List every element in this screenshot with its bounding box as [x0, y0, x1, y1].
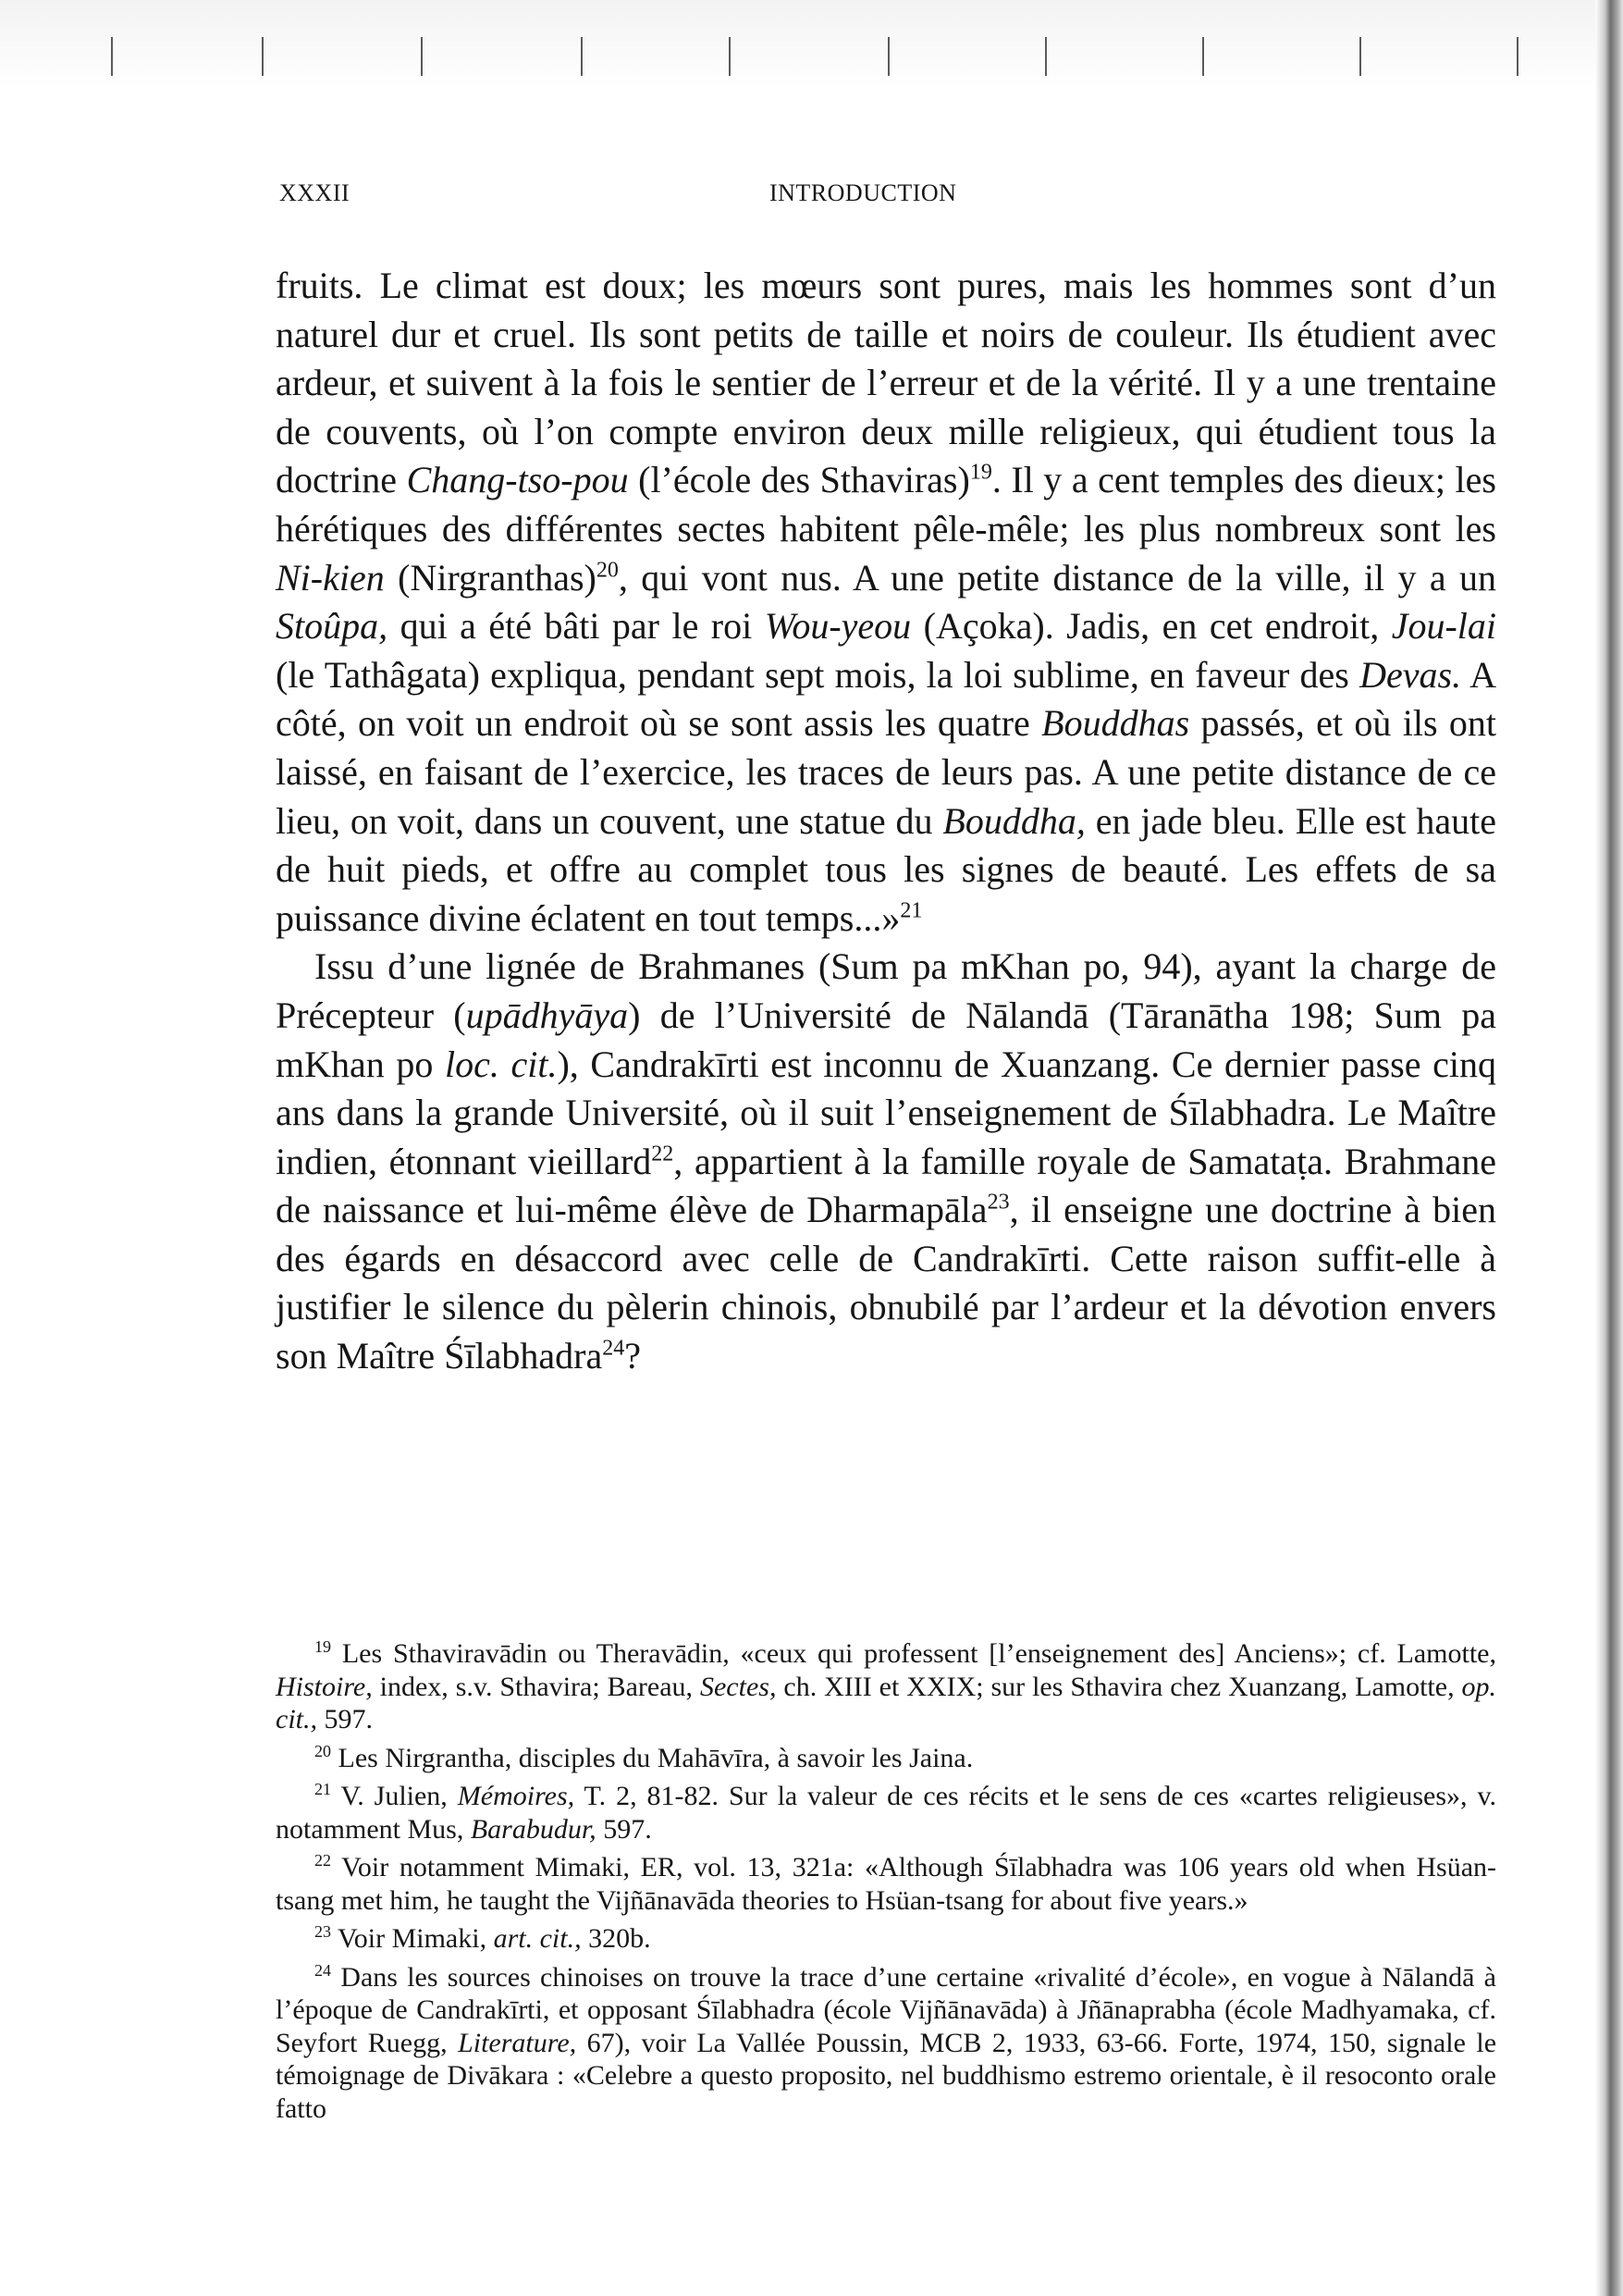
scan-edge-mark — [581, 37, 583, 76]
text-run: , qui vont nus. A une petite distance de la ville, il y a un — [618, 556, 1496, 599]
italic-title: art. cit., — [493, 1923, 582, 1954]
text-run: en jade bleu. Elle est haute de huit pieds, et offre au complet tous les signes de beauté. Les effets de sa puissance divine éclatent en tout temps...» — [276, 799, 1496, 939]
scan-edge-mark — [729, 37, 731, 76]
text-run: qui a été bâti par le roi — [387, 605, 765, 648]
text-run: fruits. Le climat est doux; les mœurs sont pures, mais les hommes sont d’un naturel dur et cruel. Ils sont petits de taille et noirs de couleur. Ils étudient avec ardeur, et suivent à la fois le sentier de l’erreur et de la vérité. Il y a une trentaine de couvents, où l’on compte environ deux mille religieux, qui étudient tous la doctrine — [276, 265, 1496, 501]
text-run: , il enseigne une doctrine à bien des égards en désaccord avec celle de Candrakīrti. Cette raison suffit-elle à justifier le silence du pèlerin chinois, obnubilé par l’ardeur et la dévotion envers son Maître Śīlabhadra — [276, 1189, 1496, 1377]
running-title: INTRODUCTION — [769, 179, 957, 206]
italic-term: Stoûpa, — [276, 605, 388, 648]
italic-term: Wou-yeou — [764, 605, 912, 648]
footnote-ref-19[interactable]: 19 — [969, 461, 992, 486]
text-run: Dans les sources chinoises on trouve la trace d’une certaine «rivalité d’école», en vogue à Nālandā à l’époque de Candrakīrti, et opposant Śīlabhadra (école Vijñānavāda) à Jñānaprabha (école Madhyamaka, cf. Seyfort Ruegg, — [276, 1961, 1496, 2058]
text-run: 320b. — [581, 1923, 651, 1954]
footnote-ref-21[interactable]: 21 — [900, 898, 923, 923]
footnote-22 — [276, 1851, 1496, 1917]
text-run: (Nirgranthas) — [384, 556, 596, 599]
page-number: XXXII — [279, 179, 350, 206]
footnote-24 — [276, 1961, 1496, 2126]
text-run: Voir notamment Mimaki, ER, vol. 13, 321a: «Although Śīlabhadra was 106 years old when Hsüan-tsang met him, he taught the Vijñānavāda theories to Hsüan-tsang for about five years.» — [276, 1852, 1496, 1916]
text-run: ch. XIII et XXIX; sur les Sthavira chez Xuanzang, Lamotte, — [776, 1671, 1462, 1702]
text-run: Issu d’une lignée de Brahmanes (Sum pa mKhan po, 94), ayant la charge de Précepteur ( — [276, 945, 1496, 1036]
text-run: V. Julien, — [331, 1781, 458, 1811]
footnotes — [276, 1637, 1496, 2130]
scan-edge-mark — [1045, 37, 1047, 76]
scan-edge-mark — [262, 37, 264, 76]
text-run: Voir Mimaki, — [331, 1923, 494, 1954]
italic-term: Ni-kien — [276, 556, 385, 599]
paragraph-2 — [276, 943, 1496, 1380]
text-run: (l’école des Sthaviras) — [628, 459, 970, 501]
italic-title: Mémoires, — [457, 1781, 575, 1811]
italic-term: Devas. — [1359, 653, 1462, 696]
text-run: 597. — [596, 1813, 652, 1845]
footnote-number: 23 — [314, 1922, 331, 1941]
footnote-number: 19 — [314, 1637, 331, 1656]
footnote-number: 20 — [314, 1741, 331, 1760]
footnote-ref-23[interactable]: 23 — [987, 1190, 1010, 1215]
text-run: (Açoka). Jadis, en cet endroit, — [911, 605, 1392, 648]
italic-term: Bouddhas — [1041, 702, 1190, 745]
footnote-ref-20[interactable]: 20 — [596, 558, 619, 583]
italic-title: Literature, — [458, 2027, 577, 2058]
text-run: , appartient à la famille royale de Samataṭa. Brahmane de naissance et lui-même élève de Dharmapāla — [276, 1140, 1496, 1231]
text-run: 67), voir La Vallée Poussin, MCB 2, 1933, 63-66. Forte, 1974, 150, signale le témoignage de Divākara : «Celebre a questo proposito, nel buddhismo estremo orientale, è il resoconto orale fatto — [276, 2027, 1497, 2124]
italic-title: op. cit., — [276, 1671, 1496, 1734]
footnote-19 — [276, 1637, 1496, 1736]
footnote-number: 22 — [314, 1851, 331, 1870]
footnote-number: 21 — [314, 1780, 331, 1798]
footnote-number: 24 — [314, 1960, 331, 1980]
text-run: index, s.v. Sthavira; Bareau, — [372, 1671, 700, 1702]
text-run: Les Nirgrantha, disciples du Mahāvīra, à savoir les Jaina. — [331, 1742, 974, 1773]
text-run: T. 2, 81-82. Sur la valeur de ces récits et le sens de ces «cartes religieuses», v. notamment Mus, — [276, 1781, 1496, 1845]
main-text — [276, 262, 1496, 1381]
scan-edge-mark — [1359, 37, 1361, 76]
text-run: passés, et où ils ont laissé, en faisant de l’exercice, les traces de leurs pas. A une petite distance de ce lieu, on voit, dans un couvent, une statue du — [276, 702, 1497, 842]
scan-edge-mark — [421, 37, 423, 76]
italic-title: Barabudur, — [470, 1813, 596, 1845]
italic-title: Histoire, — [276, 1671, 373, 1702]
footnote-ref-24[interactable]: 24 — [602, 1336, 625, 1361]
italic-term: Bouddha, — [942, 799, 1086, 842]
scan-edge-mark — [888, 37, 890, 76]
book-gutter-edge — [1595, 0, 1623, 2296]
scan-edge-mark — [1517, 37, 1518, 76]
italic-title: Sectes, — [699, 1671, 777, 1702]
scan-edge-mark — [1202, 37, 1204, 76]
italic-term: upādhyāya — [465, 994, 629, 1036]
text-run: (le Tathâgata) expliqua, pendant sept mois, la loi sublime, en faveur des — [276, 653, 1360, 696]
text-run: . Il y a cent temples des dieux; les hérétiques des différentes sectes habitent pêle-mêle; les plus nombreux sont les — [276, 459, 1496, 549]
text-run: 597. — [317, 1704, 373, 1734]
scan-top-shading — [0, 0, 1623, 88]
footnote-21 — [276, 1780, 1496, 1845]
text-run: ) de l’Université de Nālandā (Tāranātha 198; Sum pa mKhan po — [276, 994, 1496, 1085]
italic-term: Jou-lai — [1391, 605, 1497, 648]
footnote-20 — [276, 1742, 1496, 1775]
text-run: ? — [624, 1335, 642, 1377]
text-run: ), Candrakīrti est inconnu de Xuanzang. Ce dernier passe cinq ans dans la grande Université, où il suit l’enseignement de Śīlabhadra. Le Maître indien, étonnant vieillard — [276, 1043, 1496, 1182]
text-run: Les Sthaviravādin ou Theravādin, «ceux qui professent [l’enseignement des] Anciens»; cf. Lamotte, — [331, 1638, 1496, 1669]
scan-edge-mark — [111, 37, 113, 76]
footnote-ref-22[interactable]: 22 — [651, 1142, 674, 1167]
italic-term: loc. cit. — [445, 1043, 558, 1085]
italic-term: Chang-tso-pou — [406, 459, 629, 501]
text-run: A côté, on voit un endroit où se sont assis les quatre — [276, 653, 1496, 745]
running-head — [279, 179, 1493, 207]
paragraph-1 — [276, 262, 1496, 943]
footnote-23 — [276, 1922, 1496, 1956]
